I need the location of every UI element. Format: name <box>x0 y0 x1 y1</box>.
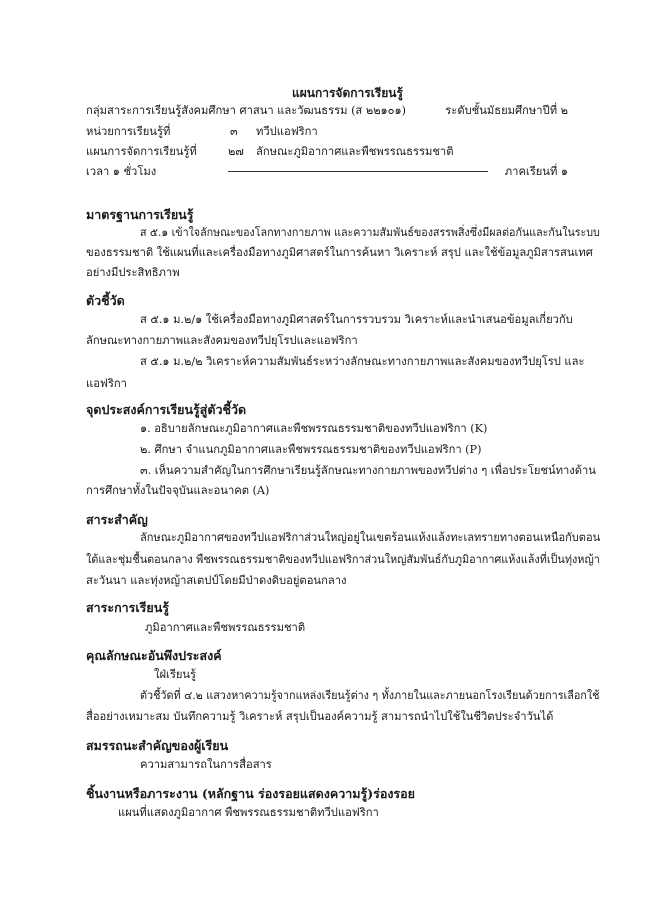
unit-label: หน่วยการเรียนรู้ที่ <box>86 125 171 138</box>
section-heading-key-concept: สาระสำคัญ <box>86 512 148 527</box>
objective-item: การศึกษาทั้งในปัจจุบันและอนาคต (A) <box>86 484 270 497</box>
subject-line: กลุ่มสาระการเรียนรู้สังคมศึกษา ศาสนา และวัฒนธรรม (ส ๒๒๑๐๑) <box>86 104 406 117</box>
unit-name: ทวีปแอฟริกา <box>256 125 318 138</box>
key-concept-line: สะวันนา และทุ่งหญ้าสเตปป์โดยมีป่าดงดิบอยู่ตอนกลาง <box>86 574 347 587</box>
indicator-line: ลักษณะทางกายภาพและสังคมของทวีปยุโรปและแอฟริกา <box>86 334 358 347</box>
objective-item: ๓. เห็นความสำคัญในการศึกษาเรียนรู้ลักษณะทางกายภาพของทวีปต่าง ๆ เพื่อประโยชน์ทางด้าน <box>140 464 596 477</box>
section-heading-content: สาระการเรียนรู้ <box>86 600 169 615</box>
section-heading-competency: สมรรถนะสำคัญของผู้เรียน <box>86 738 229 753</box>
indicator-line: ส ๕.๑ ม.๒/๑ ใช้เครื่องมือทางภูมิศาสตร์ในการรวบรวม วิเคราะห์และนำเสนอข้อมูลเกี่ยวกับ <box>140 313 573 326</box>
characteristic-line: ใฝ่เรียนรู้ <box>154 668 197 681</box>
section-heading-indicators: ตัวชี้วัด <box>86 293 125 308</box>
objective-item: ๑. อธิบายลักษณะภูมิอากาศและพืชพรรณธรรมชาติของทวีปแอฟริกา (K) <box>140 422 488 435</box>
semester: ภาคเรียนที่ ๑ <box>504 165 568 178</box>
characteristic-line: ตัวชี้วัดที่ ๔.๒ แสวงหาความรู้จากแหล่งเรียนรู้ต่าง ๆ ทั้งภายในและภายนอกโรงเรียนด้วยการเลือกใช้ <box>140 689 600 702</box>
grade-level: ระดับชั้นมัธยมศึกษาปีที่ ๒ <box>445 104 568 117</box>
time-allotment: เวลา ๑ ชั่วโมง <box>86 165 157 178</box>
key-concept-line: ใต้และชุ่มชื้นตอนกลาง พืชพรรณธรรมชาติของทวีปแอฟริกาส่วนใหญ่สัมพันธ์กับภูมิอากาศแห้งแล้งที่เป็นทุ่งหญ้า <box>86 553 600 566</box>
section-heading-workpiece: ชิ้นงานหรือภาระงาน (หลักฐาน ร่องรอยแสดงความรู้)ร่องรอย <box>86 786 415 801</box>
standard-line: ส ๕.๑ เข้าใจลักษณะของโลกทางกายภาพ และความสัมพันธ์ของสรรพสิ่งซึ่งมีผลต่อกันและกันในระบบ <box>140 226 600 239</box>
indicator-line: ส ๕.๑ ม.๒/๒ วิเคราะห์ความสัมพันธ์ระหว่างลักษณะทางกายภาพและสังคมของทวีปยุโรป และ <box>140 355 585 368</box>
standard-line: ของธรรมชาติ ใช้แผนที่และเครื่องมือทางภูมิศาสตร์ในการค้นหา วิเคราะห์ สรุป และใช้ข้อมูลภูมิสารสนเทศ <box>86 246 593 259</box>
plan-number: ๒๗ <box>228 145 244 158</box>
section-heading-characteristics: คุณลักษณะอันพึงประสงค์ <box>86 648 222 663</box>
standard-line: อย่างมีประสิทธิภาพ <box>86 266 180 279</box>
unit-number: ๓ <box>230 125 238 138</box>
indicator-line: แอฟริกา <box>86 377 127 390</box>
competency-line: ความสามารถในการสื่อสาร <box>140 758 272 771</box>
section-heading-objectives: จุดประสงค์การเรียนรู้สู่ตัวชี้วัด <box>86 402 247 417</box>
characteristic-line: สื่ออย่างเหมาะสม บันทึกความรู้ วิเคราะห์ สรุปเป็นองค์ความรู้ สามารถนำไปใช้ในชีวิตประจำวันได้ <box>86 710 554 723</box>
objective-item: ๒. ศึกษา จำแนกภูมิอากาศและพืชพรรณธรรมชาติของทวีปแอฟริกา (P) <box>140 443 482 456</box>
key-concept-line: ลักษณะภูมิอากาศของทวีปแอฟริกาส่วนใหญ่อยู่ในเขตร้อนแห้งแล้งทะเลทรายทางตอนเหนือกับตอน <box>140 531 601 544</box>
header-divider <box>228 171 488 172</box>
workpiece-line: แผนที่แสดงภูมิอากาศ พืชพรรณธรรมชาติทวีปแอฟริกา <box>118 806 379 819</box>
section-heading-standard: มาตรฐานการเรียนรู้ <box>86 207 194 222</box>
content-line: ภูมิอากาศและพืชพรรณธรรมชาติ <box>145 621 306 634</box>
page-title: แผนการจัดการเรียนรู้ <box>292 86 403 100</box>
plan-label: แผนการจัดการเรียนรู้ที่ <box>86 145 197 158</box>
plan-name: ลักษณะภูมิอากาศและพืชพรรณธรรมชาติ <box>256 145 454 158</box>
